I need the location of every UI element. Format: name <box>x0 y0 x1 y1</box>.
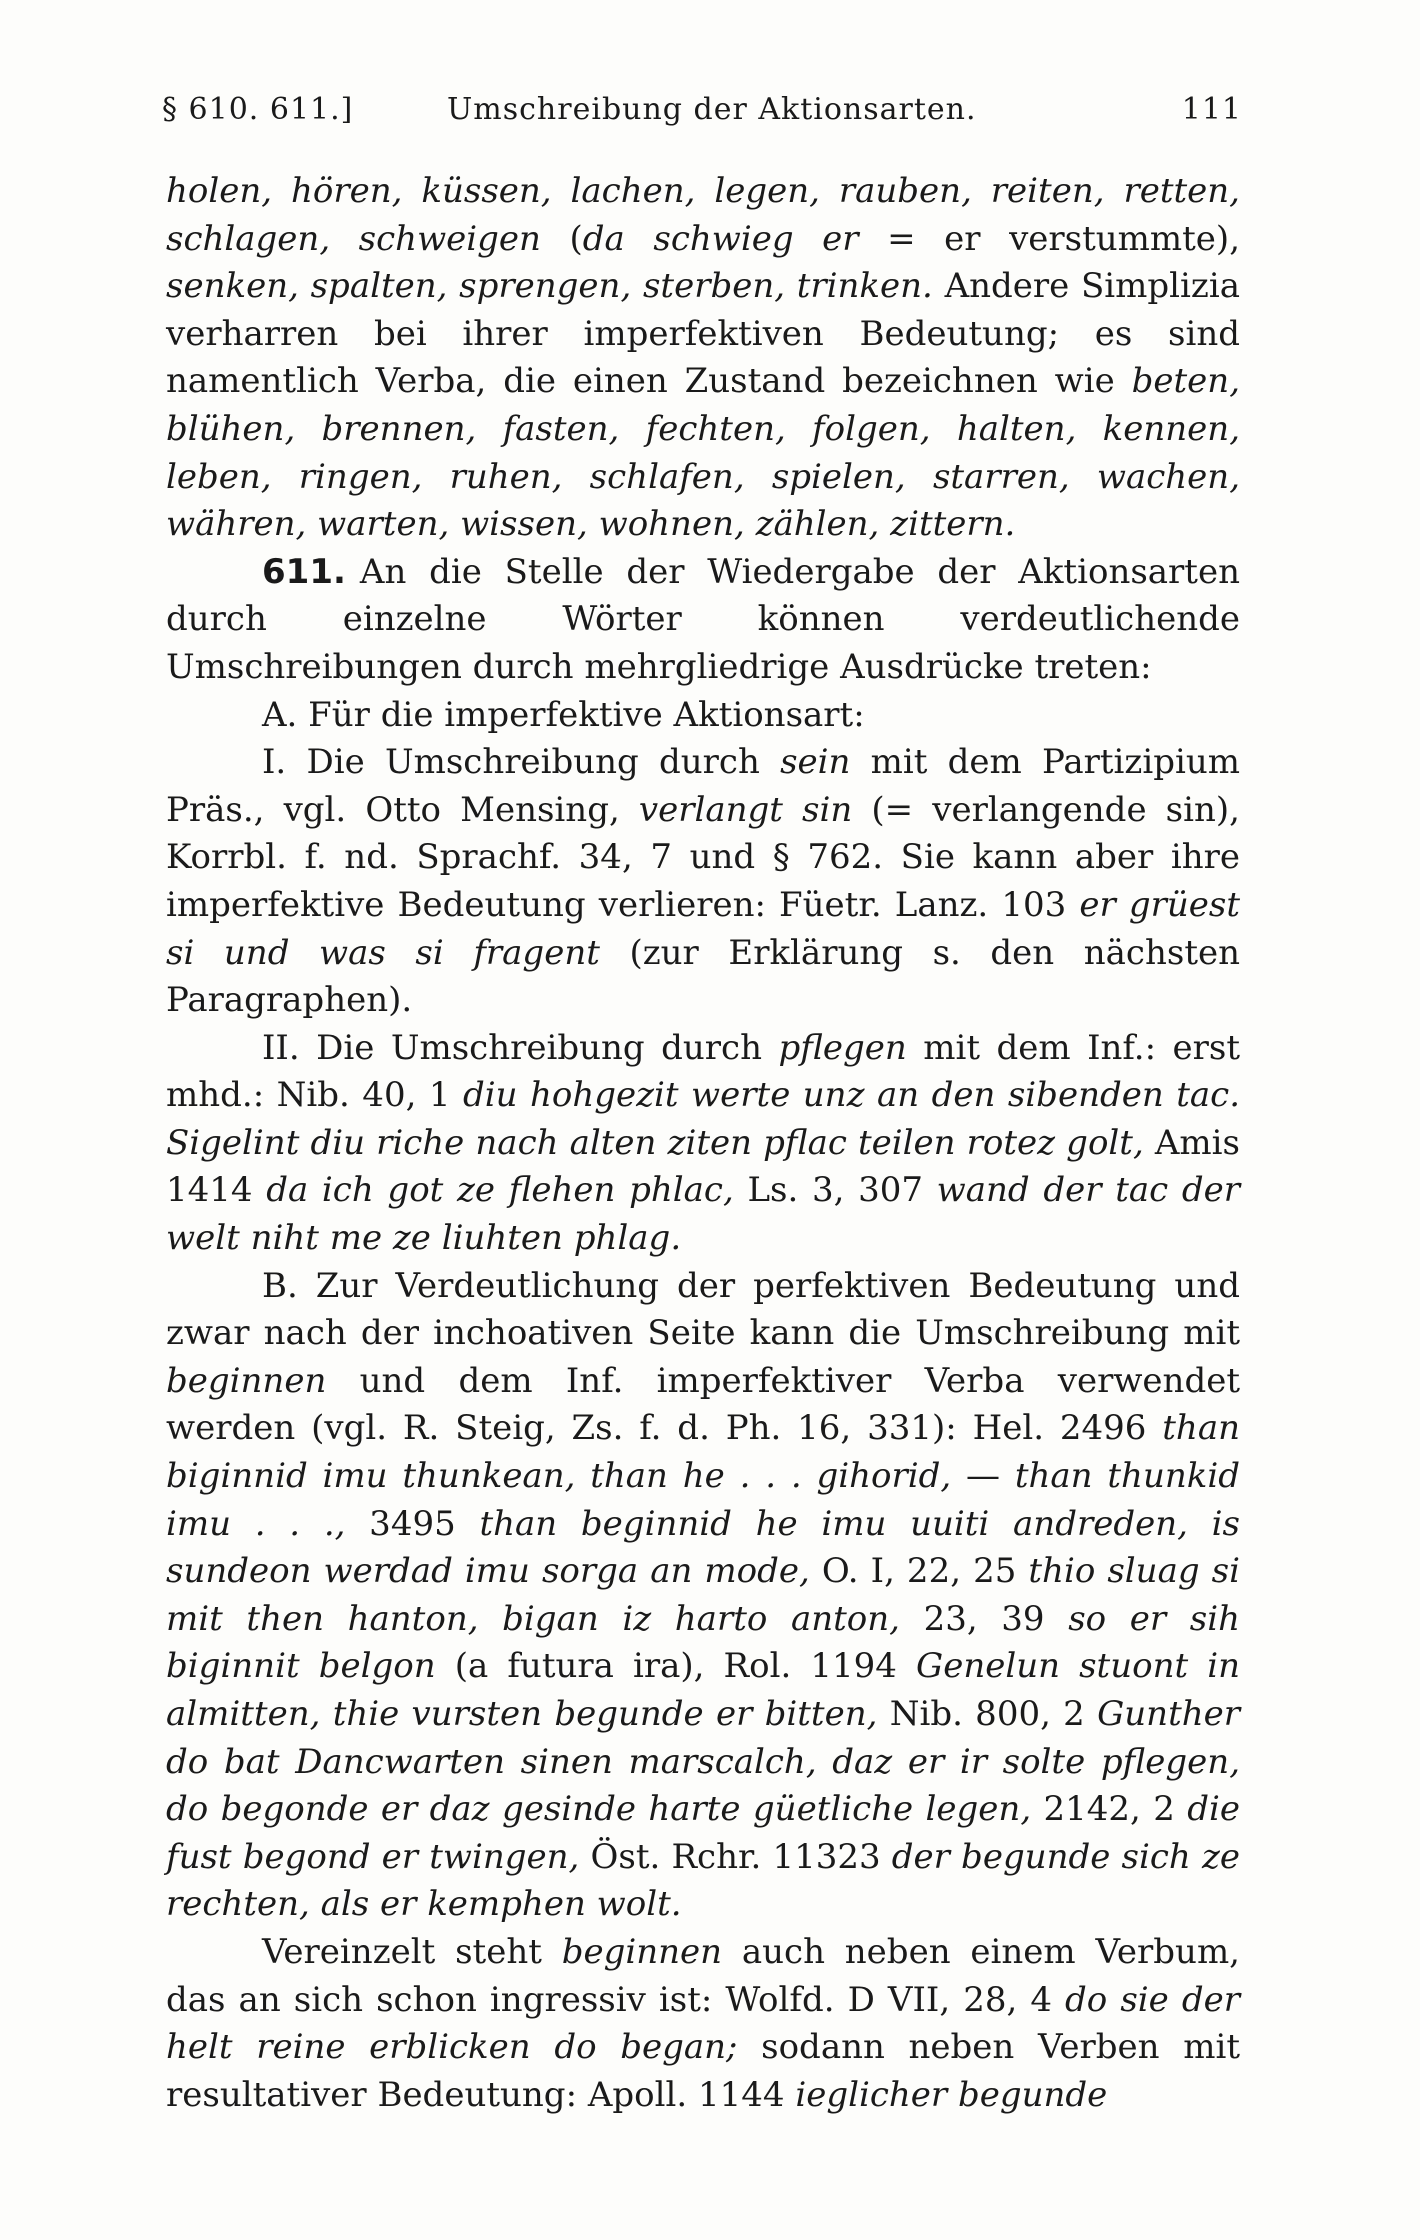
italic-example-text: beginnen <box>561 1931 723 1972</box>
text-segment: (a futura ira), Rol. 1194 <box>435 1646 917 1687</box>
text-segment: (zur Erklärung s. den nächsten Paragraphen). <box>166 932 1241 1021</box>
text-segment: An die Stelle der Wiedergabe der Aktionsarten durch einzelne Wörter können verdeutlichende Umschreibungen durch mehrgliedrige Ausdrücke treten: <box>166 551 1240 687</box>
italic-example-text: than thunkid imu . . ., <box>166 1456 1240 1544</box>
text-segment: mit dem Inf.: erst mhd.: Nib. 40, 1 <box>166 1027 1240 1116</box>
text-segment: B. Zur Verdeutlichung der perfektiven Bedeutung und zwar nach der inchoativen Seite kann die Umschreibung mit <box>166 1265 1240 1354</box>
text-segment: Nib. 800, 2 <box>877 1694 1098 1734</box>
paragraph <box>166 1263 1240 1929</box>
text-segment: Vereinzelt steht <box>262 1931 562 1972</box>
running-header <box>162 92 1242 140</box>
text-segment: = er verstummte), <box>858 218 1240 259</box>
paragraph <box>166 692 1240 740</box>
body-text <box>166 168 1240 2119</box>
section-number: 611. <box>262 551 346 592</box>
italic-example-text: sein <box>780 742 851 783</box>
text-segment: Öst. Rchr. 11323 <box>579 1836 892 1877</box>
text-segment: Ls. 3, 307 <box>733 1170 937 1211</box>
paragraph <box>166 1025 1240 1263</box>
italic-example-text: senken, spalten, sprengen, sterben, trinken. <box>166 266 933 307</box>
text-segment: 2142, 2 <box>1031 1789 1188 1830</box>
italic-example-text: die fust begond er twingen, <box>166 1789 1241 1877</box>
italic-example-text: thio sluag si mit then hanton, bigan iz harto anton, <box>166 1551 1240 1639</box>
text-segment: mit dem Partizipium Präs., vgl. Otto Mensing, <box>166 742 1240 830</box>
italic-example-text: diu hohgezit werte unz an den sibenden tac. Sigelint diu riche nach alten ziten pflac teilen rotez golt, <box>166 1075 1241 1163</box>
text-segment: Andere Simplizia verharren bei ihrer imperfektiven Bedeutung; es sind namentlich Verba, die einen Zustand bezeichnen wie <box>166 266 1240 402</box>
italic-example-text: than beginnid he imu uuiti andreden, is sundeon werdad imu sorga an mode, <box>166 1503 1240 1592</box>
text-segment: auch neben einem Verbum, das an sich schon ingressiv ist: Wolfd. D VII, 28, 4 <box>166 1931 1240 2020</box>
italic-example-text: pflegen <box>778 1027 907 1068</box>
italic-example-text: than biginnid imu thunkean, than he . . . gihorid, <box>166 1408 1240 1497</box>
text-segment: ( <box>540 218 583 259</box>
text-segment: I. Die Umschreibung durch <box>262 742 781 783</box>
page-number: 111 <box>1181 92 1242 127</box>
italic-example-text: beginnen <box>166 1360 327 1401</box>
italic-example-text: da ich got ze flehen phlac, <box>266 1170 734 1211</box>
header-section-reference: § 610. 611.] <box>162 92 354 127</box>
italic-example-text: verlangt sin <box>638 789 853 830</box>
italic-example-text: so er sih biginnit belgon <box>166 1598 1240 1687</box>
italic-example-text: Genelun stuont in almitten, thie vursten begunde er bitten, <box>166 1646 1240 1734</box>
text-segment: A. Für die imperfektive Aktionsart: <box>262 694 865 735</box>
italic-example-text: beten, blühen, brennen, fasten, fechten, folgen, halten, kennen, leben, ringen, ruhen, schlafen, spielen, starren, wachen, währen, warten, wissen, wohnen, zählen, zittern. <box>166 361 1240 545</box>
text-segment: O. I, 22, 25 <box>809 1551 1029 1592</box>
italic-example-text: ieglicher begunde <box>795 2074 1108 2115</box>
text-segment: und dem Inf. imperfektiver Verba verwendet werden (vgl. R. Steig, Zs. f. d. Ph. 16, 331): Hel. 2496 <box>166 1360 1240 1449</box>
italic-example-text: da schwieg er <box>582 218 859 259</box>
paragraph <box>166 549 1240 692</box>
text-segment: sodann neben Verben mit resultativer Bedeutung: Apoll. 1144 <box>166 2027 1240 2115</box>
paragraph <box>166 168 1240 549</box>
text-segment: 3495 <box>345 1503 480 1544</box>
italic-example-text: der begunde sich ze rechten, als er kemphen wolt. <box>166 1836 1240 1925</box>
text-segment: 23, 39 <box>899 1598 1069 1639</box>
text-segment: (= verlangende sin), Korrbl. f. nd. Sprachf. 34, 7 und § 762. Sie kann aber ihre imperfektive Bedeutung verlieren: Füetr. Lanz. 103 <box>166 789 1240 925</box>
header-chapter-title: Umschreibung der Aktionsarten. <box>447 92 977 127</box>
paragraph <box>166 739 1240 1025</box>
italic-example-text: do sie der helt reine erblicken do began; <box>166 1979 1240 2068</box>
text-segment: II. Die Umschreibung durch <box>262 1027 779 1068</box>
paragraph <box>166 1929 1240 2119</box>
italic-example-text: holen, hören, küssen, lachen, legen, rauben, reiten, retten, schlagen, schweigen <box>166 171 1240 259</box>
italic-example-text: wand der tac der welt niht me ze liuhten phlag. <box>166 1170 1240 1259</box>
text-segment: Amis 1414 <box>166 1122 1240 1211</box>
italic-example-text: Gunther do bat Dancwarten sinen marscalch, daz er ir solte pflegen, do begonde er daz gesinde harte güetliche legen, <box>166 1694 1240 1830</box>
italic-example-text: er grüest si und was si fragent <box>166 884 1240 973</box>
text-segment: — <box>951 1456 1015 1497</box>
